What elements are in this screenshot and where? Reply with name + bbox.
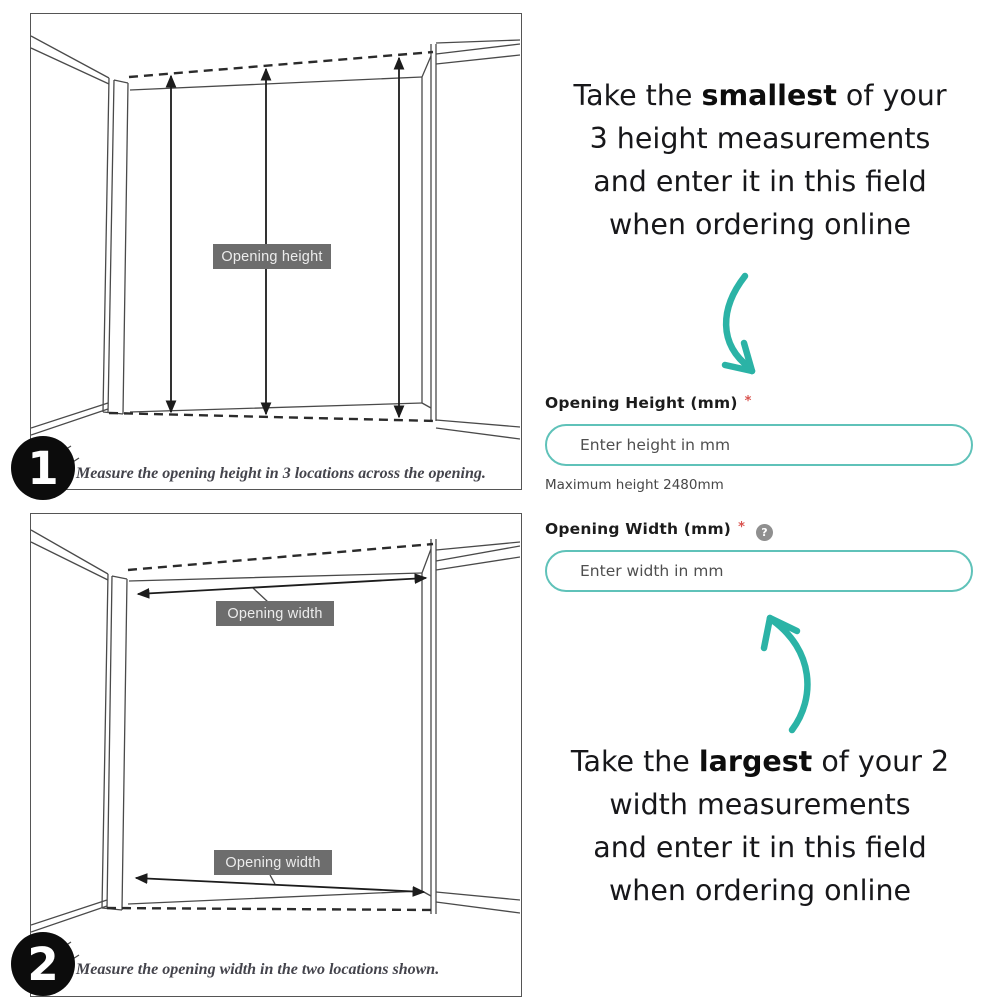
curved-arrow-up-icon — [742, 602, 838, 738]
required-asterisk: * — [738, 520, 746, 535]
max-height-helper: Maximum height 2480mm — [545, 477, 724, 493]
step1-caption: Measure the opening height in 3 locations across the opening. — [76, 465, 486, 482]
measure-width-diagram — [27, 513, 522, 997]
measure-height-diagram — [27, 13, 522, 495]
instruction-line: Take the largest of your 2 — [570, 745, 950, 778]
step2-number-badge: 2 — [11, 932, 75, 996]
height-instruction-text — [543, 74, 977, 246]
help-question-icon[interactable]: ? — [756, 524, 773, 541]
instruction-line: and enter it in this field — [593, 165, 927, 198]
opening-height-tag: Opening height — [213, 244, 331, 269]
step2-caption: Measure the opening width in the two locations shown. — [76, 961, 440, 978]
instruction-line: width measurements — [609, 788, 911, 821]
required-asterisk: * — [744, 394, 752, 409]
opening-width-input[interactable] — [545, 550, 973, 592]
opening-width-label: Opening Width (mm) * ? — [545, 520, 773, 541]
instruction-line: 3 height measurements — [589, 122, 931, 155]
instruction-line: when ordering online — [608, 208, 912, 241]
opening-height-label: Opening Height (mm) * — [545, 394, 752, 412]
opening-height-input[interactable] — [545, 424, 973, 466]
instruction-line: when ordering online — [608, 874, 912, 907]
instruction-line: Take the smallest of your — [573, 79, 947, 112]
opening-width-bottom-tag: Opening width — [214, 850, 332, 875]
instruction-line: and enter it in this field — [593, 831, 927, 864]
width-instruction-text — [543, 740, 977, 912]
alcove-width-drawing — [31, 514, 520, 995]
curved-arrow-down-icon — [698, 266, 810, 394]
step1-number-badge: 1 — [11, 436, 75, 500]
opening-width-top-tag: Opening width — [216, 601, 334, 626]
